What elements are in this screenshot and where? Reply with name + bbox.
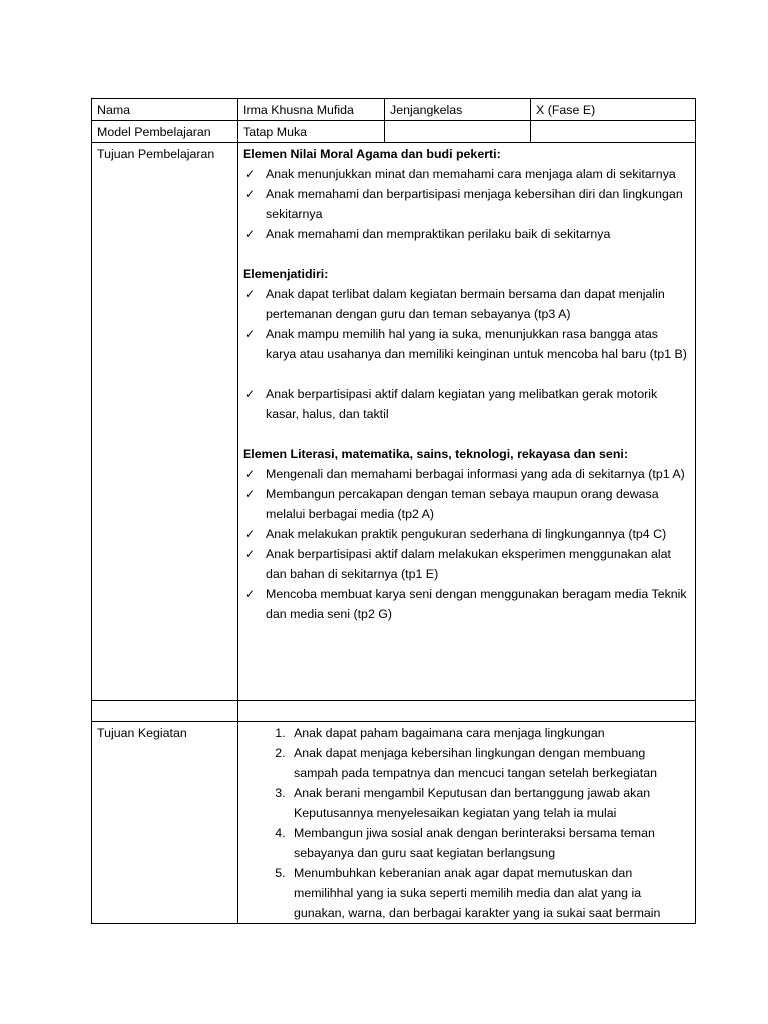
checklist-item: ✓ Anak berpartisipasi aktif dalam melakukan eksperimen menggunakan alat dan bahan di sekitarnya (tp1 E) xyxy=(243,544,690,584)
nama-label: Nama xyxy=(92,99,238,121)
model-label: Model Pembelajaran xyxy=(92,121,238,143)
model-value: Tatap Muka xyxy=(238,121,385,143)
section-title: Elemenjatidiri: xyxy=(243,267,329,281)
numbered-list xyxy=(243,723,690,923)
checklist-item: ✓ Mengenali dan memahami berbagai informasi yang ada di sekitarnya (tp1 A) xyxy=(243,464,690,484)
tujuan-kegiatan-label: Tujuan Kegiatan xyxy=(92,722,238,924)
checklist xyxy=(243,284,690,364)
checklist-item: ✓ Membangun percakapan dengan teman sebaya maupun orang dewasa melalui berbagai media (tp2 A) xyxy=(243,484,690,524)
section-title: Elemen Literasi, matematika, sains, teknologi, rekayasa dan seni: xyxy=(243,447,628,461)
empty-cell xyxy=(92,701,238,722)
checklist-item: ✓ Anak memahami dan berpartisipasi menjaga kebersihan diri dan lingkungan sekitarnya xyxy=(243,184,690,224)
model-row xyxy=(92,121,696,143)
tujuan-kegiatan-content xyxy=(238,722,696,924)
checklist-item: ✓ Anak dapat terlibat dalam kegiatan bermain bersama dan dapat menjalin pertemanan dengan guru dan teman sebayanya (tp3 A) xyxy=(243,284,690,324)
checklist-item: ✓ Anak menunjukkan minat dan memahami cara menjaga alam di sekitarnya xyxy=(243,164,690,184)
checklist-item: ✓ Anak mampu memilih hal yang ia suka, menunjukkan rasa bangga atas karya atau usahanya dan memiliki keinginan untuk mencoba hal baru (tp1 B) xyxy=(243,324,690,364)
checklist xyxy=(243,384,690,424)
checklist-item: ✓ Mencoba membuat karya seni dengan menggunakan beragam media Teknik dan media seni (tp2 G) xyxy=(243,584,690,624)
nama-value: Irma Khusna Mufida xyxy=(238,99,385,121)
tujuan-pembelajaran-content xyxy=(238,143,696,701)
empty-cell xyxy=(531,121,696,143)
spacer-row xyxy=(92,701,696,722)
numbered-item: 5. Menumbuhkan keberanian anak agar dapat memutuskan dan memilihhal yang ia suka seperti memilih media dan alat yang ia gunakan, warna, dan berbagai karakter yang ia sukai saat bermain xyxy=(289,863,690,923)
tujuan-pembelajaran-row xyxy=(92,143,696,701)
checklist-item: ✓ Anak melakukan praktik pengukuran sederhana di lingkungannya (tp4 C) xyxy=(243,524,690,544)
numbered-item: 2. Anak dapat menjaga kebersihan lingkungan dengan membuang sampah pada tempatnya dan mencuci tangan setelah berkegiatan xyxy=(289,743,690,783)
lesson-plan-table xyxy=(91,98,696,924)
checklist xyxy=(243,464,690,624)
empty-cell xyxy=(238,701,696,722)
checklist-item: ✓ Anak berpartisipasi aktif dalam kegiatan yang melibatkan gerak motorik kasar, halus, dan taktil xyxy=(243,384,690,424)
section-title: Elemen Nilai Moral Agama dan budi pekerti: xyxy=(243,147,501,161)
numbered-item: 1. Anak dapat paham bagaimana cara menjaga lingkungan xyxy=(289,723,690,743)
jenjangkelas-label: Jenjangkelas xyxy=(385,99,531,121)
jenjangkelas-value: X (Fase E) xyxy=(531,99,696,121)
tujuan-pembelajaran-label: Tujuan Pembelajaran xyxy=(92,143,238,701)
tujuan-kegiatan-row xyxy=(92,722,696,924)
numbered-item: 3. Anak berani mengambil Keputusan dan bertanggung jawab akan Keputusannya menyelesaikan kegiatan yang telah ia mulai xyxy=(289,783,690,823)
checklist-item: ✓ Anak memahami dan mempraktikan perilaku baik di sekitarnya xyxy=(243,224,690,244)
empty-cell xyxy=(385,121,531,143)
checklist xyxy=(243,164,690,244)
nama-row xyxy=(92,99,696,121)
numbered-item: 4. Membangun jiwa sosial anak dengan berinteraksi bersama teman sebayanya dan guru saat kegiatan berlangsung xyxy=(289,823,690,863)
